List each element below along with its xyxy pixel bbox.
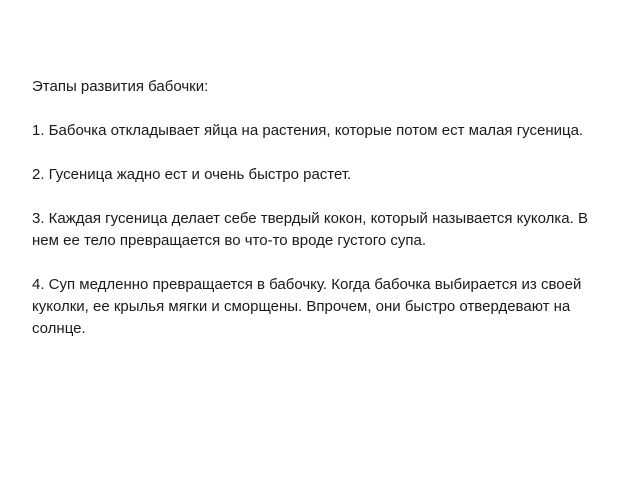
step-4: 4. Суп медленно превращается в бабочку. Когда бабочка выбирается из своей куколки, ее крылья мягки и сморщены. Впрочем, они быстро отвердевают на солнце. [32, 276, 582, 337]
text-block [32, 76, 612, 340]
heading: Этапы развития бабочки: [32, 78, 209, 95]
step-2: 2. Гусеница жадно ест и очень быстро растет. [32, 166, 352, 183]
step-1: 1. Бабочка откладывает яйца на растения, которые потом ест малая гусеница. [32, 122, 584, 139]
step-3: 3. Каждая гусеница делает себе твердый кокон, который называется куколка. В нем ее тело превращается во что-то вроде густого супа. [32, 210, 588, 249]
